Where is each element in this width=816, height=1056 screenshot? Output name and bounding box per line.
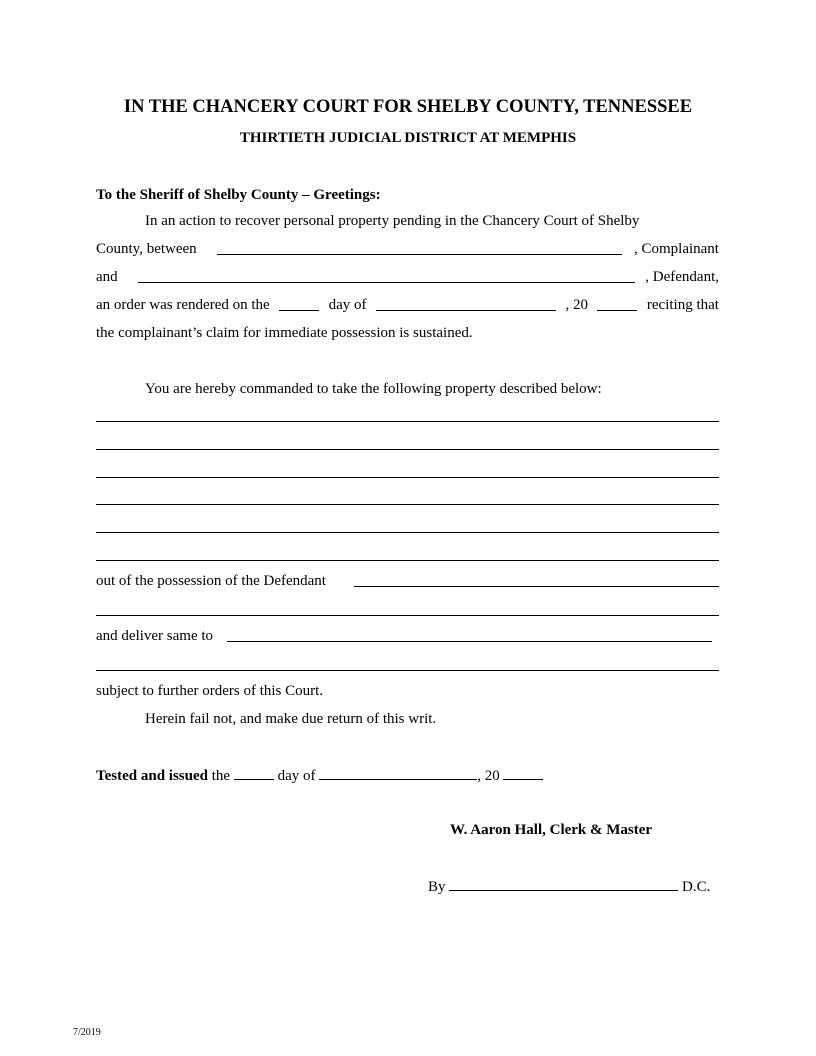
tested-year-prefix: , 20: [477, 768, 500, 784]
court-title: IN THE CHANCERY COURT FOR SHELBY COUNTY, TENNESSEE: [123, 97, 693, 117]
order-day-blank[interactable]: [279, 296, 319, 311]
intro-line-2: [96, 240, 719, 258]
deliver-extra-line[interactable]: [96, 670, 719, 671]
order-year-blank[interactable]: [597, 296, 637, 311]
by-label: By: [428, 879, 446, 895]
by-signature-line: [428, 876, 710, 896]
possession-label: out of the possession of the Defendant: [96, 573, 326, 589]
intro-line-3: [96, 268, 719, 286]
and-label: and: [96, 269, 118, 285]
tested-day-blank[interactable]: [234, 765, 274, 780]
possession-defendant-blank[interactable]: [354, 572, 719, 587]
property-line-2[interactable]: [96, 449, 719, 450]
intro-line-1: [96, 212, 719, 230]
tested-the-label: the: [211, 768, 231, 784]
order-rendered-label: an order was rendered on the: [96, 297, 270, 313]
intro-line-5: the complainant’s claim for immediate possession is sustained.: [96, 325, 473, 341]
revision-date: 7/2019: [73, 1027, 101, 1038]
possession-line: [96, 572, 719, 590]
tested-day-of-label: day of: [277, 768, 316, 784]
defendant-label: , Defendant,: [645, 269, 719, 285]
property-line-4[interactable]: [96, 504, 719, 505]
district-subtitle: THIRTIETH JUDICIAL DISTRICT AT MEMPHIS: [239, 130, 577, 146]
command-text: You are hereby commanded to take the following property described below:: [145, 381, 602, 397]
between-label: County, between: [96, 241, 197, 257]
order-year-prefix: , 20: [565, 297, 588, 313]
tested-year-blank[interactable]: [503, 765, 543, 780]
reciting-that-label: reciting that: [646, 297, 719, 313]
possession-extra-line[interactable]: [96, 615, 719, 616]
property-line-5[interactable]: [96, 532, 719, 533]
order-day-of-label: day of: [328, 297, 367, 313]
intro-line-4: [96, 296, 719, 314]
deliver-label: and deliver same to: [96, 628, 214, 644]
subject-text: subject to further orders of this Court.: [96, 683, 324, 699]
clerk-signature-name: W. Aaron Hall, Clerk & Master: [450, 822, 653, 838]
dc-label: D.C.: [682, 879, 711, 895]
property-line-1[interactable]: [96, 421, 719, 422]
tested-issued-label: Tested and issued: [96, 768, 208, 784]
order-month-blank[interactable]: [376, 296, 556, 311]
deputy-clerk-signature-blank[interactable]: [449, 876, 678, 891]
complainant-label: , Complainant: [633, 241, 719, 257]
defendant-blank[interactable]: [138, 268, 635, 283]
tested-month-blank[interactable]: [319, 765, 477, 780]
property-line-6[interactable]: [96, 560, 719, 561]
herein-text: Herein fail not, and make due return of this writ.: [145, 711, 437, 727]
tested-issued-line: [96, 765, 543, 785]
complainant-blank[interactable]: [217, 240, 622, 255]
intro-line-1-text: In an action to recover personal property pending in the Chancery Court of Shelby: [145, 213, 640, 229]
property-line-3[interactable]: [96, 477, 719, 478]
deliver-blank[interactable]: [227, 641, 712, 642]
salutation: To the Sheriff of Shelby County – Greetings:: [96, 187, 381, 203]
